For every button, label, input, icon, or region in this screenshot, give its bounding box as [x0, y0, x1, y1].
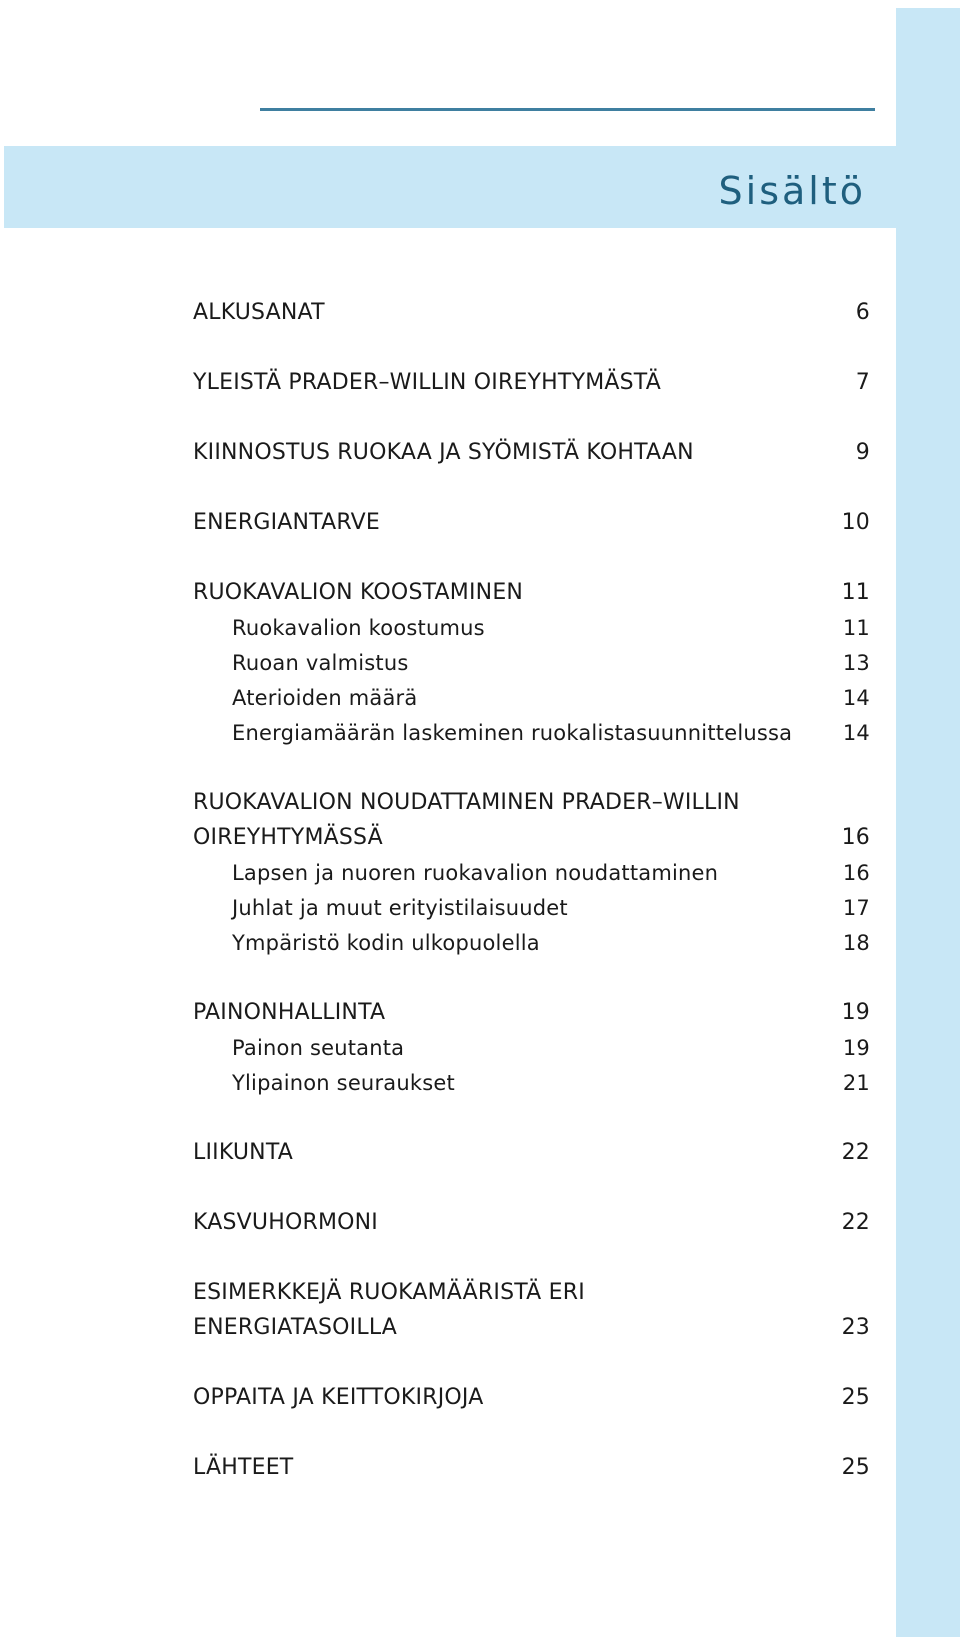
toc-entry-label: YLEISTÄ PRADER–WILLIN OIREYHTYMÄSTÄ — [193, 370, 661, 395]
toc-entry — [193, 996, 870, 1030]
toc-subentry — [193, 611, 870, 645]
toc-entry-label: KASVUHORMONI — [193, 1210, 378, 1235]
toc-entry-label: Ympäristö kodin ulkopuolella — [232, 931, 540, 955]
toc-subentry — [193, 891, 870, 925]
toc-entry-label: KIINNOSTUS RUOKAA JA SYÖMISTÄ KOHTAAN — [193, 440, 694, 465]
toc-entry-page: 19 — [842, 1036, 870, 1060]
toc-entry-page: 16 — [842, 861, 870, 885]
toc-subentry — [193, 716, 870, 750]
toc-entry-label: ALKUSANAT — [193, 300, 325, 325]
toc-entry-page: 23 — [841, 1315, 870, 1340]
toc-entry-label: PAINONHALLINTA — [193, 1000, 386, 1025]
toc-entry-label: Energiamäärän laskeminen ruokalistasuunnittelussa — [232, 721, 793, 745]
toc-entry-page: 7 — [855, 370, 870, 395]
toc-entry-page: 18 — [842, 931, 870, 955]
toc-entry-label: Ruoan valmistus — [232, 651, 409, 675]
toc-subentry — [193, 646, 870, 680]
toc-entry-page: 25 — [841, 1385, 870, 1410]
toc-entry — [193, 576, 870, 610]
toc-entry-label: Painon seutanta — [232, 1036, 405, 1060]
toc-entry-page: 19 — [841, 1000, 870, 1025]
toc-entry-page: 14 — [842, 686, 870, 710]
toc-subentry — [193, 926, 870, 960]
toc-entry — [193, 296, 870, 330]
toc-entry-page: 25 — [841, 1455, 870, 1480]
toc-entry — [193, 1381, 870, 1415]
table-of-contents — [193, 0, 870, 1637]
toc-entry-page: 21 — [842, 1071, 870, 1095]
toc-entry-label: ENERGIANTARVE — [193, 510, 381, 535]
toc-entry-page: 16 — [841, 825, 870, 850]
toc-entry-page: 22 — [841, 1140, 870, 1165]
toc-entry-page: 9 — [855, 440, 870, 465]
toc-entry-label: OPPAITA JA KEITTOKIRJOJA — [193, 1385, 484, 1410]
toc-entry-page: 17 — [842, 896, 870, 920]
toc-entry-label: Lapsen ja nuoren ruokavalion noudattaminen — [232, 861, 719, 885]
toc-entry-page: 11 — [842, 616, 870, 640]
toc-entry-label: RUOKAVALION NOUDATTAMINEN PRADER–WILLIN — [193, 790, 740, 815]
toc-entry-label: Juhlat ja muut erityistilaisuudet — [232, 896, 568, 920]
toc-entry — [193, 506, 870, 540]
toc-subentry — [193, 1031, 870, 1065]
toc-entry-page: 14 — [842, 721, 870, 745]
side-color-band — [896, 8, 960, 1637]
toc-entry-page: 6 — [855, 300, 870, 325]
toc-entry-page: 11 — [841, 580, 870, 605]
toc-entry — [193, 1136, 870, 1170]
toc-entry-page: 22 — [841, 1210, 870, 1235]
toc-entry-label: Ylipainon seuraukset — [232, 1071, 455, 1095]
toc-entry-label: ESIMERKKEJÄ RUOKAMÄÄRISTÄ ERI — [193, 1280, 585, 1305]
toc-entry-label: Ruokavalion koostumus — [232, 616, 485, 640]
toc-subentry — [193, 1066, 870, 1100]
toc-entry — [193, 366, 870, 400]
toc-entry-page: 10 — [841, 510, 870, 535]
toc-entry-label: Aterioiden määrä — [232, 686, 418, 710]
toc-entry — [193, 1276, 870, 1310]
toc-entry-label: RUOKAVALION KOOSTAMINEN — [193, 580, 524, 605]
toc-entry — [193, 786, 870, 820]
toc-entry — [193, 1451, 870, 1485]
toc-entry — [193, 821, 870, 855]
toc-entry-page: 13 — [842, 651, 870, 675]
toc-entry-label: ENERGIATASOILLA — [193, 1315, 398, 1340]
page-title: Sisältö — [718, 169, 866, 213]
toc-subentry — [193, 681, 870, 715]
toc-entry — [193, 436, 870, 470]
toc-entry-label: LÄHTEET — [193, 1455, 294, 1480]
toc-entry — [193, 1206, 870, 1240]
toc-entry-label: OIREYHTYMÄSSÄ — [193, 825, 383, 850]
toc-subentry — [193, 856, 870, 890]
toc-entry — [193, 1311, 870, 1345]
toc-entry-label: LIIKUNTA — [193, 1140, 294, 1165]
